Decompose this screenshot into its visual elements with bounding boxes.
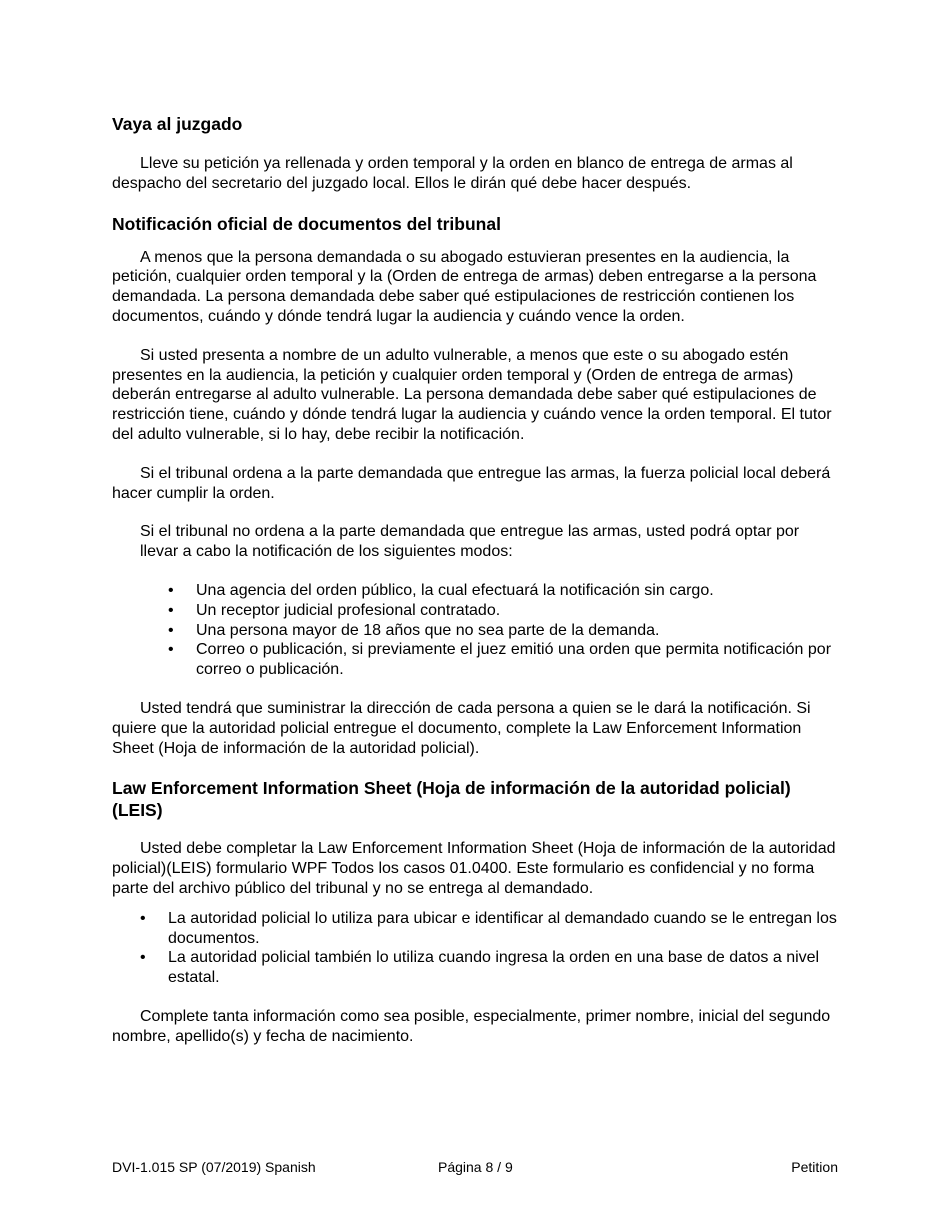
bullet-icon: • — [168, 621, 174, 639]
paragraph: Si el tribunal no ordena a la parte demandada que entregue las armas, usted podrá optar por llevar a cabo la notificación de los siguientes modos: — [140, 523, 800, 561]
section-title-leis: Law Enforcement Information Sheet (Hoja de información de la autoridad policial) (LEIS) — [112, 778, 791, 821]
bullet-icon: • — [168, 601, 174, 619]
list-item — [112, 948, 840, 988]
bullet-icon: • — [168, 641, 174, 659]
service-methods-list — [112, 581, 840, 680]
bullet-icon: • — [168, 581, 174, 599]
paragraph: A menos que la persona demandada o su abogado estuvieran presentes en la audiencia, la petición, cualquier orden temporal y la (Orden de entrega de armas) deben entregarse a la persona demandada. La persona demandada debe saber qué estipulaciones de restricción contienen los documentos, cuándo y dónde tendrá lugar la audiencia y cuándo vence la orden. — [112, 248, 817, 325]
list-item — [112, 909, 840, 949]
list-item-text: Correo o publicación, si previamente el juez emitió una orden que permita notificación por correo o publicación. — [196, 641, 832, 679]
paragraph: Si usted presenta a nombre de un adulto vulnerable, a menos que este o su abogado estén presentes en la audiencia, la petición y cualquier orden temporal y (Orden de entrega de armas) deberán entregarse al adulto vulnerable. La persona demandada debe saber qué estipulaciones de restricción tiene, cuándo y dónde tendrá lugar la audiencia y cuándo vence la orden temporal. El tutor del adulto vulnerable, si lo hay, debe recibir la notificación. — [112, 346, 832, 443]
paragraph: Usted tendrá que suministrar la dirección de cada persona a quien se le dará la notificación. Si quiere que la autoridad policial entregue el documento, complete la Law Enforcement Information Sheet (Hoja de información de la autoridad policial). — [112, 699, 811, 757]
page-footer — [112, 1157, 838, 1177]
list-item — [112, 601, 840, 621]
document-body — [112, 113, 840, 1047]
section-title-service: Notificación oficial de documentos del tribunal — [112, 213, 501, 234]
bullet-icon: • — [140, 909, 146, 927]
list-item-text: La autoridad policial lo utiliza para ubicar e identificar al demandado cuando se le entregan los documentos. — [168, 909, 837, 947]
paragraph: Si el tribunal ordena a la parte demandada que entregue las armas, la fuerza policial local deberá hacer cumplir la orden. — [112, 464, 831, 502]
form-id: DVI-1.015 SP (07/2019) Spanish — [112, 1159, 316, 1175]
list-item-text: Un receptor judicial profesional contratado. — [196, 601, 501, 619]
bullet-icon: • — [140, 949, 146, 967]
form-type: Petition — [791, 1159, 838, 1175]
paragraph: Complete tanta información como sea posible, especialmente, primer nombre, inicial del segundo nombre, apellido(s) y fecha de nacimiento. — [112, 1007, 831, 1045]
leis-uses-list — [112, 909, 840, 988]
section-title-court: Vaya al juzgado — [112, 114, 243, 134]
list-item-text: La autoridad policial también lo utiliza cuando ingresa la orden en una base de datos a nivel estatal. — [168, 949, 820, 987]
list-item — [112, 640, 840, 680]
paragraph: Lleve su petición ya rellenada y orden temporal y la orden en blanco de entrega de armas al despacho del secretario del juzgado local. Ellos le dirán qué debe hacer después. — [112, 155, 793, 192]
list-item-text: Una agencia del orden público, la cual efectuará la notificación sin cargo. — [196, 581, 714, 599]
page-number: Página 8 / 9 — [438, 1159, 513, 1175]
list-item — [112, 581, 840, 601]
list-item-text: Una persona mayor de 18 años que no sea parte de la demanda. — [196, 621, 660, 639]
paragraph: Usted debe completar la Law Enforcement Information Sheet (Hoja de información de la autoridad policial)(LEIS) formulario WPF Todos los casos 01.0400. Este formulario es confidencial y no forma parte del archivo público del tribunal y no se entrega al demandado. — [112, 840, 836, 897]
list-item — [112, 621, 840, 641]
